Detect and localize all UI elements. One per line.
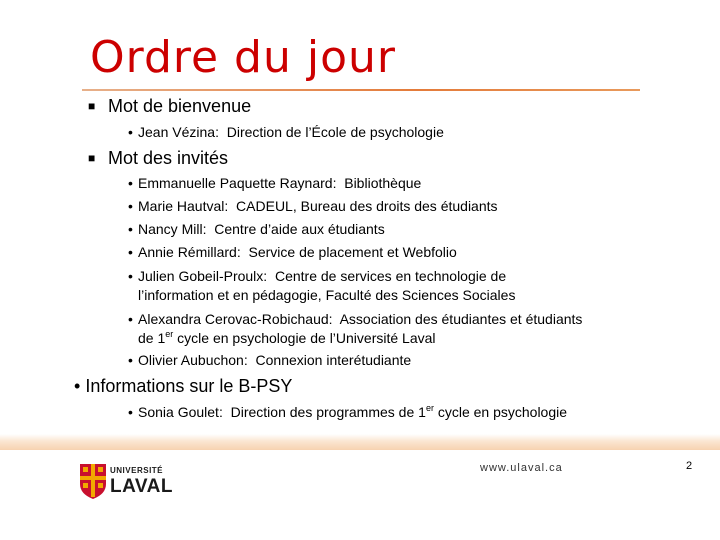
bullet-dot-icon: • (128, 124, 133, 140)
square-bullet-icon: ■ (88, 151, 96, 165)
section-label: Mot de bienvenue (108, 96, 252, 116)
speaker-role: Service de placement et Webfolio (248, 244, 457, 260)
list-item: • Olivier Aubuchon: Connexion interétudiante (128, 352, 412, 368)
bullet-dot-icon: • (128, 311, 133, 327)
speaker-role: Bibliothèque (344, 175, 422, 191)
section-label: Mot des invités (108, 148, 229, 168)
speaker-role: Centre d’aide aux étudiants (214, 221, 385, 237)
bullet-dot-icon: • (74, 376, 81, 396)
title-underline (82, 89, 640, 91)
footer-url-link[interactable]: www.ulaval.ca (480, 462, 563, 474)
list-item: • Julien Gobeil-Proulx: Centre de services en technologie de l’information et en pédagogie, Faculté des Sciences Sociales (128, 268, 516, 303)
speaker-name: Nancy Mill (138, 221, 203, 237)
speaker-role: CADEUL, Bureau des droits des étudiants (236, 198, 498, 214)
list-item: • Sonia Goulet: Direction des programmes de 1er cycle en psychologie (128, 403, 568, 420)
bullet-dot-icon: • (128, 244, 133, 260)
bullet-dot-icon: • (128, 221, 133, 237)
speaker-role: Direction de l’École de psychologie (226, 124, 444, 140)
speaker-name: Alexandra Cerovac-Robichaud (138, 311, 329, 327)
page-number: 2 (686, 460, 693, 472)
bullet-dot-icon: • (128, 175, 133, 191)
speaker-role: Connexion interétudiante (255, 352, 412, 368)
bullet-dot-icon: • (128, 404, 133, 420)
speaker-name: Emmanuelle Paquette Raynard (138, 175, 333, 191)
section-label: Informations sur le B-PSY (85, 376, 293, 396)
agenda-section-bpsy (74, 375, 292, 397)
list-item: • Jean Vézina: Direction de l’École de psychologie (128, 124, 444, 140)
bullet-dot-icon: • (128, 268, 133, 284)
speaker-role: Direction des programmes de 1er cycle en psychologie (230, 403, 568, 420)
list-item: • Annie Rémillard: Service de placement et Webfolio (128, 244, 457, 260)
bullet-dot-icon: • (128, 198, 133, 214)
speaker-name: Olivier Aubuchon (138, 352, 244, 368)
speaker-name: Annie Rémillard (138, 244, 237, 260)
speaker-name: Jean Vézina (138, 124, 216, 140)
speaker-name: Julien Gobeil-Proulx (138, 268, 264, 284)
list-item: • Alexandra Cerovac-Robichaud: Association des étudiantes et étudiants de 1er cycle en psychologie de l’Université Laval (128, 311, 583, 346)
logo-text-universite: UNIVERSITÉ (110, 466, 164, 475)
footer-band (0, 434, 720, 450)
speaker-role: Association des étudiantes et étudiants de 1er cycle en psychologie de l’Université Laval (138, 311, 583, 346)
bullet-dot-icon: • (128, 352, 133, 368)
speaker-role: Centre de services en technologie de l’information et en pédagogie, Faculté des Sciences Sociales (138, 268, 516, 303)
list-item: • Marie Hautval: CADEUL, Bureau des droits des étudiants (128, 198, 498, 214)
slide-title: Ordre du jour (90, 32, 396, 83)
list-item: • Emmanuelle Paquette Raynard: Bibliothèque (128, 175, 422, 191)
square-bullet-icon: ■ (88, 99, 96, 113)
speaker-name: Sonia Goulet (138, 404, 219, 420)
logo-text-laval: LAVAL (110, 476, 174, 497)
speaker-name: Marie Hautval (138, 198, 225, 214)
list-item: • Nancy Mill: Centre d’aide aux étudiants (128, 221, 385, 237)
